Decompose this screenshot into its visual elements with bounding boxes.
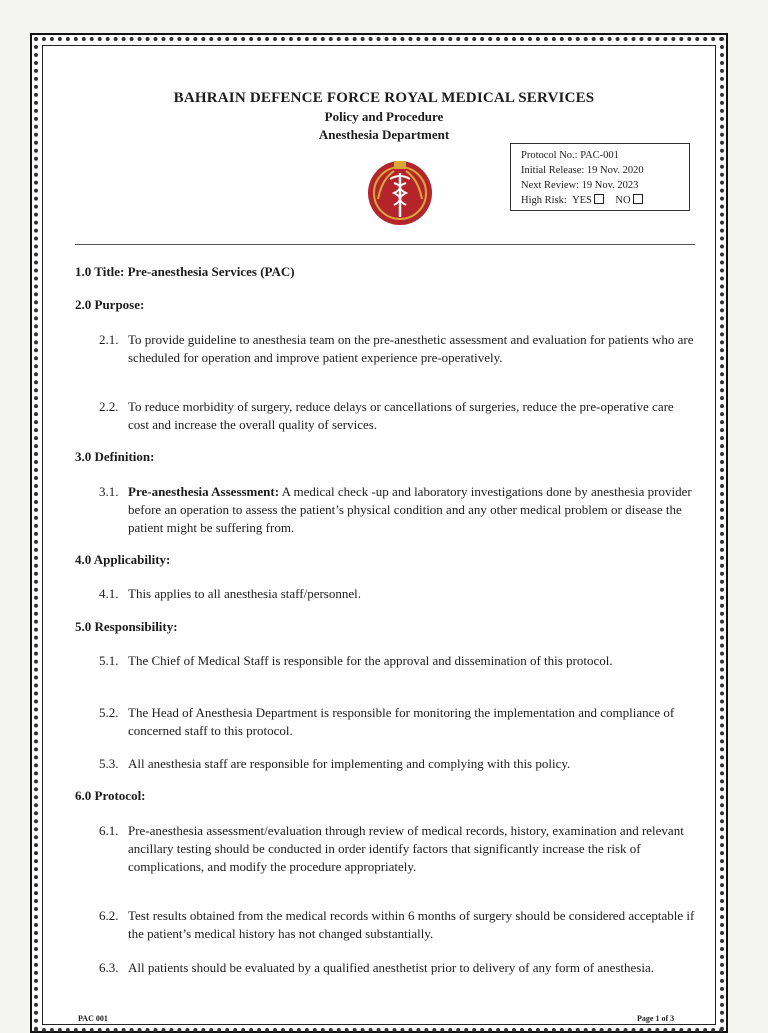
list-item-5-2 [99, 704, 697, 740]
list-item-5-1 [99, 652, 697, 670]
organization-title: BAHRAIN DEFENCE FORCE ROYAL MEDICAL SERVICES [173, 90, 595, 106]
item-number: 5.1. [99, 653, 119, 668]
list-item-5-3 [99, 755, 697, 773]
section-protocol: 6.0 Protocol: [75, 788, 146, 803]
high-risk-row [521, 193, 689, 208]
section-title: 1.0 Title: Pre-anesthesia Services (PAC) [75, 264, 295, 279]
list-item-2-1 [99, 331, 697, 367]
no-checkbox[interactable] [633, 194, 643, 204]
yes-checkbox[interactable] [594, 194, 604, 204]
list-item-3-1 [99, 483, 697, 537]
section-applicability: 4.0 Applicability: [75, 552, 171, 567]
item-text: Test results obtained from the medical records within 6 months of surgery should be considered acceptable if the patient’s medical history has not changed substantially. [128, 908, 695, 941]
list-item-6-2 [99, 907, 697, 943]
emblem-icon [364, 155, 436, 227]
footer-page-number: Page 1 of 3 [637, 1014, 675, 1023]
item-text: Pre-anesthesia assessment/evaluation through review of medical records, history, examination and relevant ancillary testing should be conducted in order identify factors that significantly increase the risk of complications, and modify the procedure appropriately. [128, 823, 684, 874]
item-number: 6.3. [99, 960, 119, 975]
list-item-4-1 [99, 585, 697, 603]
section-responsibility: 5.0 Responsibility: [75, 619, 178, 634]
item-text: The Head of Anesthesia Department is responsible for monitoring the implementation and compliance of concerned staff to this protocol. [128, 705, 675, 738]
item-text [128, 483, 697, 537]
protocol-number: Protocol No.: PAC-001 [521, 150, 619, 161]
item-number: 5.3. [99, 756, 119, 771]
no-label: NO [615, 195, 631, 206]
item-text: To reduce morbidity of surgery, reduce delays or cancellations of surgeries, reduce the pre-operative care cost and increase the overall quality of services. [128, 399, 674, 432]
department-name: Anesthesia Department [318, 127, 450, 142]
definition-term: Pre-anesthesia Assessment: [128, 484, 280, 499]
item-text: To provide guideline to anesthesia team on the pre-anesthetic assessment and evaluation for patients who are scheduled for operation and improve patient experience pre-operatively. [128, 332, 694, 365]
item-number: 2.1. [99, 332, 119, 347]
initial-release: Initial Release: 19 Nov. 2020 [521, 165, 644, 176]
item-number: 4.1. [99, 586, 119, 601]
header-divider [75, 244, 695, 245]
list-item-6-3 [99, 959, 697, 977]
item-number: 6.2. [99, 908, 119, 923]
item-number: 3.1. [99, 484, 119, 499]
item-number: 6.1. [99, 823, 119, 838]
definition-text: A medical check -up and laboratory investigations done by anesthesia provider before an operation to assess the patient’s physical condition and any other medical problem or disease the patient might be suffering from. [128, 484, 692, 535]
footer-doc-code: PAC 001 [78, 1014, 108, 1023]
section-purpose: 2.0 Purpose: [75, 297, 145, 312]
item-number: 5.2. [99, 705, 119, 720]
list-item-6-1 [99, 822, 697, 876]
list-item-2-2 [99, 398, 697, 434]
document-type: Policy and Procedure [324, 109, 444, 124]
section-definition: 3.0 Definition: [75, 449, 155, 464]
item-text: This applies to all anesthesia staff/personnel. [128, 586, 361, 601]
item-text: The Chief of Medical Staff is responsible for the approval and dissemination of this protocol. [128, 653, 613, 668]
item-text: All patients should be evaluated by a qualified anesthetist prior to delivery of any form of anesthesia. [128, 960, 654, 975]
protocol-info-box [510, 143, 690, 211]
next-review: Next Review: 19 Nov. 2023 [521, 180, 639, 191]
item-text: All anesthesia staff are responsible for implementing and complying with this policy. [128, 756, 571, 771]
yes-label: YES [572, 195, 592, 206]
high-risk-label: High Risk: [521, 195, 567, 206]
item-number: 2.2. [99, 399, 119, 414]
